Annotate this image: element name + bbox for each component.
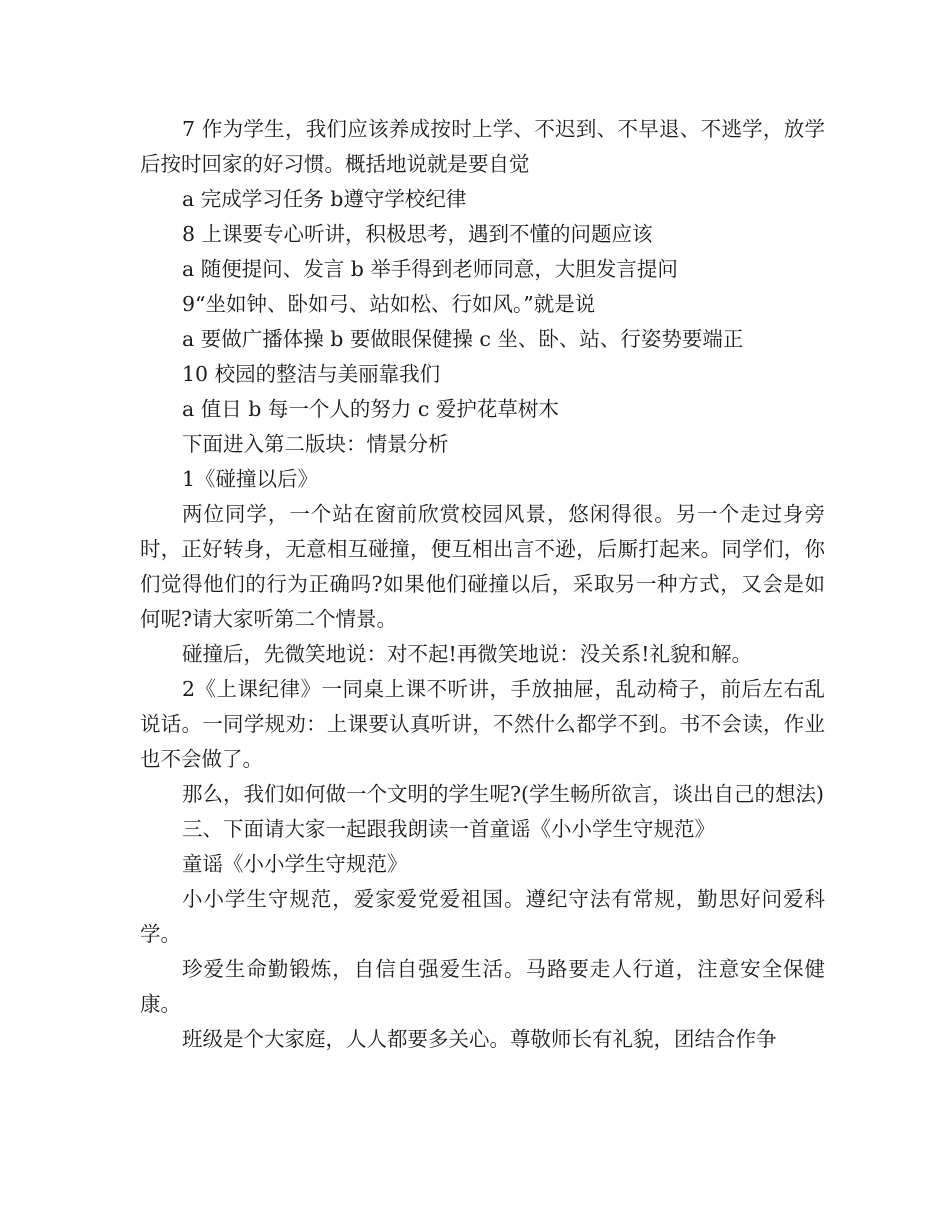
paragraph-q7-options: a 完成学习任务 b遵守学校纪律: [182, 187, 467, 211]
section-heading-rhyme: 三、下面请大家一起跟我朗读一首童谣《小小学生守规范》: [182, 817, 715, 841]
paragraph-q8: 8 上课要专心听讲，积极思考，遇到不懂的问题应该: [182, 222, 653, 246]
paragraph-q8-options: a 随便提问、发言 b 举手得到老师同意，大胆发言提问: [182, 257, 678, 281]
rhyme-stanza-3: 班级是个大家庭，人人都要多关心。尊敬师长有礼貌，团结合作争: [182, 1027, 777, 1051]
rhyme-title: 童谣《小小学生守规范》: [182, 852, 408, 876]
scenario-1-resolution: 碰撞后，先微笑地说：对不起!再微笑地说：没关系!礼貌和解。: [182, 642, 752, 666]
paragraph-q9-options: a 要做广播体操 b 要做眼保健操 c 坐、卧、站、行姿势要端正: [182, 327, 744, 351]
scenario-1-body: 两位同学，一个站在窗前欣赏校园风景，悠闲得很。另一个走过身旁时，正好转身，无意相互碰撞，便互相出言不逊，后厮打起来。同学们，你们觉得他们的行为正确吗?如果他们碰撞以后，采取另一种方式，又会是如何呢?请大家听第二个情景。: [140, 502, 825, 631]
paragraph-q7: 7 作为学生，我们应该养成按时上学、不迟到、不早退、不逃学，放学后按时回家的好习惯。概括地说就是要自觉: [140, 117, 825, 176]
scenario-1-title: 1《碰撞以后》: [182, 467, 319, 491]
paragraph-q10: 10 校园的整洁与美丽靠我们: [182, 362, 441, 386]
paragraph-q10-options: a 值日 b 每一个人的努力 c 爱护花草树木: [182, 397, 559, 421]
discussion-question: 那么，我们如何做一个文明的学生呢?(学生畅所欲言，谈出自己的想法): [182, 782, 824, 806]
document-body: [140, 112, 825, 1057]
rhyme-stanza-2: 珍爱生命勤锻炼，自信自强爱生活。马路要走人行道，注意安全保健康。: [140, 957, 825, 1016]
paragraph-q9: 9“坐如钟、卧如弓、站如松、行如风。”就是说: [182, 292, 596, 316]
section-heading-scenario: 下面进入第二版块：情景分析: [182, 432, 449, 456]
scenario-2-body: 2《上课纪律》一同桌上课不听讲，手放抽屉，乱动椅子，前后左右乱说话。一同学规劝：上课要认真听讲，不然什么都学不到。书不会读，作业也不会做了。: [140, 677, 825, 771]
rhyme-stanza-1: 小小学生守规范，爱家爱党爱祖国。遵纪守法有常规，勤思好问爱科学。: [140, 887, 825, 946]
